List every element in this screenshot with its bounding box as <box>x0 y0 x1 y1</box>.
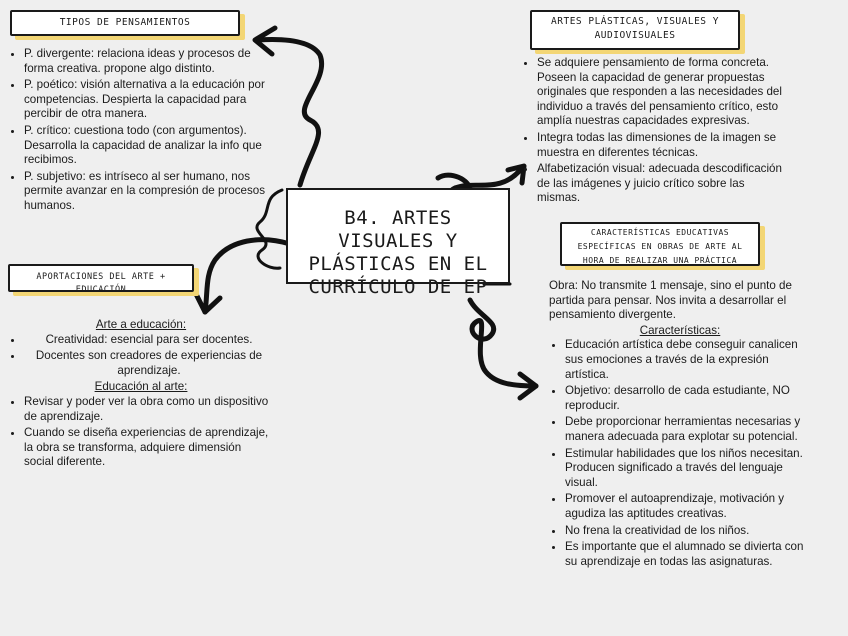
center-title: B4. ARTES VISUALES Y PLÁSTICAS EN EL CURRÍCULO DE EP <box>308 207 488 298</box>
tipos-title: TIPOS DE PENSAMIENTOS <box>59 17 191 28</box>
list-item: • Objetivo: desarrollo de cada estudiante, NO reproducir. <box>565 384 811 413</box>
list-item: • Integra todas las dimensiones de la imagen se muestra en diferentes técnicas. <box>537 131 783 160</box>
list-item: • P. subjetivo: es intríseco al ser humano, nos permite avanzar en la compresión de procesos humanos. <box>24 170 270 214</box>
list-item: • Alfabetización visual: adecuada descodificación de las imágenes y juicio crítico sobre las mismas. <box>537 162 783 206</box>
aportaciones-title-box <box>8 264 194 295</box>
artes-title: ARTES PLÁSTICAS, VISUALES Y AUDIOVISUALES <box>551 16 719 42</box>
caracteristicas-heading: Características: <box>639 323 721 337</box>
aportaciones-list-1 <box>8 333 274 379</box>
list-item: • Cuando se diseña experiencias de aprendizaje, la obra se transforma, adquiere dimensión social diferente. <box>24 426 274 470</box>
list-item: • Estimular habilidades que los niños necesitan. Producen significado a través del lenguaje visual. <box>565 447 811 491</box>
caracteristicas-title: CARACTERÍSTICAS EDUCATIVAS ESPECÍFICAS EN OBRAS DE ARTE AL HORA DE REALIZAR UNA PRÁCTICA <box>577 228 743 265</box>
list-item: • Es importante que el alumnado se divierta con su aprendizaje en todas las asignaturas. <box>565 540 811 569</box>
arrow-to-caracteristicas <box>470 300 536 386</box>
artes-title-box <box>530 10 740 50</box>
caracteristicas-text <box>549 279 811 571</box>
list-item: • No frena la creatividad de los niños. <box>565 524 811 539</box>
aportaciones-heading-1: Arte a educación: <box>95 318 187 331</box>
list-item: • Se adquiere pensamiento de forma concreta. Poseen la capacidad de generar propuestas originales que responden a las necesidades del individuo a través del pensamiento crítico, esto amplía nuestras capacidades expresivas. <box>537 56 783 129</box>
list-item: • Revisar y poder ver la obra como un dispositivo de aprendizaje. <box>24 395 274 424</box>
tipos-text <box>8 47 270 216</box>
list-item: • Educación artística debe conseguir canalicen sus emociones a través de la expresión artística. <box>565 338 811 382</box>
list-item: • P. divergente: relaciona ideas y procesos de forma creativa. propone algo distinto. <box>24 47 270 76</box>
caracteristicas-intro: Obra: No transmite 1 mensaje, sino el punto de partida para pensar. Nos invita a desarrollar el pensamiento divergente. <box>549 279 792 322</box>
list-item: • P. poético: visión alternativa a la educación por competencias. Despierta la capacidad para percibir de otra manera. <box>24 78 270 122</box>
aportaciones-list-2 <box>8 395 274 470</box>
caracteristicas-title-box <box>560 222 760 266</box>
list-item: • Promover el autoaprendizaje, motivación y agudiza las aptitudes creativas. <box>565 492 811 521</box>
list-item: • P. crítico: cuestiona todo (con argumentos). Desarrolla la capacidad de analizar la info que recibimos. <box>24 124 270 168</box>
list-item: • Debe proporcionar herramientas necesarias y manera adecuada para explotar su potencial. <box>565 415 811 444</box>
tipos-list <box>8 47 270 214</box>
tipos-title-box <box>10 10 240 36</box>
aportaciones-heading-2: Educación al arte: <box>94 380 188 394</box>
list-item: • Creatividad: esencial para ser docentes. <box>24 333 274 348</box>
aportaciones-title: APORTACIONES DEL ARTE + EDUCACIÓN <box>36 272 166 295</box>
caracteristicas-list <box>549 338 811 569</box>
artes-list <box>521 56 783 206</box>
aportaciones-text <box>8 318 274 472</box>
artes-text <box>521 56 783 208</box>
list-item: • Docentes son creadores de experiencias de aprendizaje. <box>24 349 274 378</box>
